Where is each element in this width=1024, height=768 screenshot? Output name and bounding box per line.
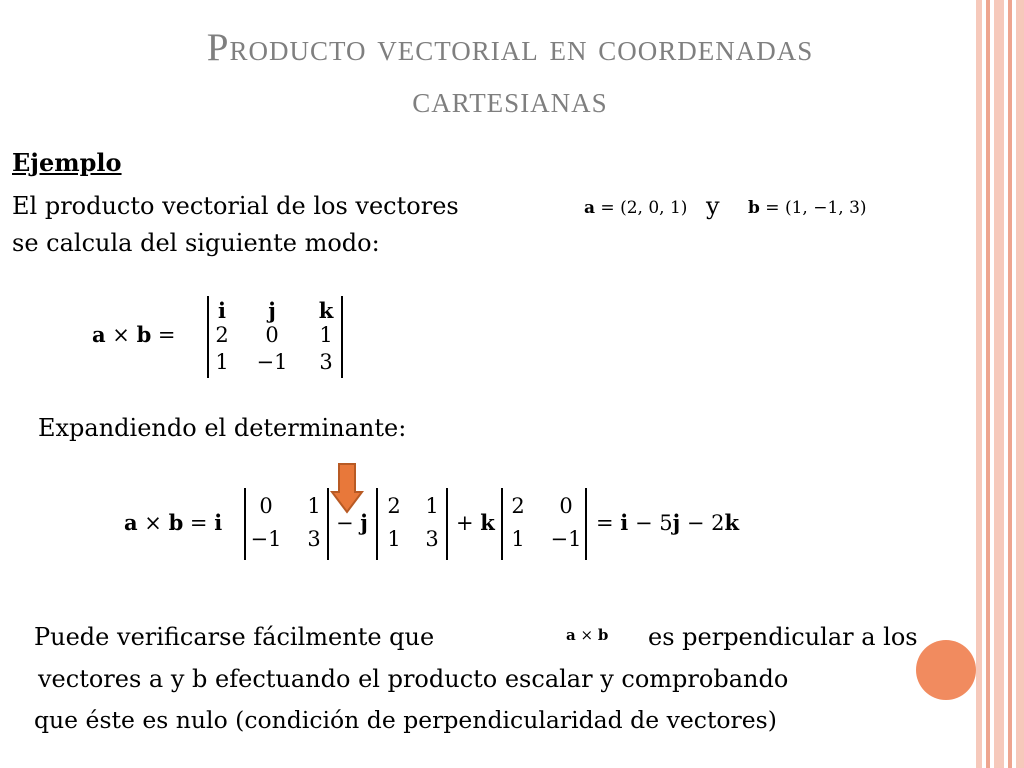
minor-cell: 1 [511,527,525,551]
intro-line-2: se calcula del siguiente modo: [12,229,380,257]
minor-cell: 3 [425,527,439,551]
intro-line-1: El producto vectorial de los vectores [12,192,459,220]
stripe [976,0,982,768]
vector-a: a = (2, 0, 1) [584,198,688,218]
det-cell: i [218,298,226,323]
decorative-stripes [976,0,1024,768]
verify-cross: a × b [566,626,609,644]
stripe [986,0,990,768]
minor-cell: −1 [250,527,282,551]
stripe [1016,0,1024,768]
minor-cell: 0 [259,494,273,518]
det-cell: j [268,298,276,323]
verify-line-3: que éste es nulo (condición de perpendicularidad de vectores) [34,706,777,734]
det-cell: −1 [256,350,288,374]
title-line-2: cartesianas [412,78,608,121]
minor-cell: 0 [559,494,573,518]
verify-line-1-end: es perpendicular a los [648,623,918,651]
minor-cell: 3 [307,527,321,551]
minor-cell: −1 [550,527,582,551]
minor-cell: 1 [387,527,401,551]
det-cell: 2 [215,323,229,347]
stripe [994,0,1004,768]
slide-title [60,22,960,126]
intro-and: y [706,192,720,220]
det-cell: 1 [319,323,333,347]
verify-line-1-start: Puede verificarse fácilmente que [34,623,435,651]
minor-cell: 1 [307,494,321,518]
stripe [1008,0,1012,768]
minor-cell: 1 [425,494,439,518]
det-cell: 1 [215,350,229,374]
minor-cell: 2 [511,494,525,518]
expand-label: Expandiendo el determinante: [38,414,407,442]
verify-line-2: vectores a y b efectuando el producto escalar y comprobando [38,665,789,693]
det-cell: 0 [265,323,279,347]
expansion-result: = i − 5j − 2k [596,510,740,535]
expansion-op-2: + k [456,510,495,535]
det-cell: k [318,298,334,323]
det-lhs: a × b = [92,322,176,347]
expansion-lhs: a × b = i [124,510,223,535]
example-heading: Ejemplo [12,148,122,177]
pointer-dot [916,640,976,700]
title-line-1: Producto vectorial en coordenadas [206,26,814,69]
vector-b: b = (1, −1, 3) [748,198,867,218]
expansion-op-1: − j [336,510,368,535]
det-cell: 3 [319,350,333,374]
minor-cell: 2 [387,494,401,518]
